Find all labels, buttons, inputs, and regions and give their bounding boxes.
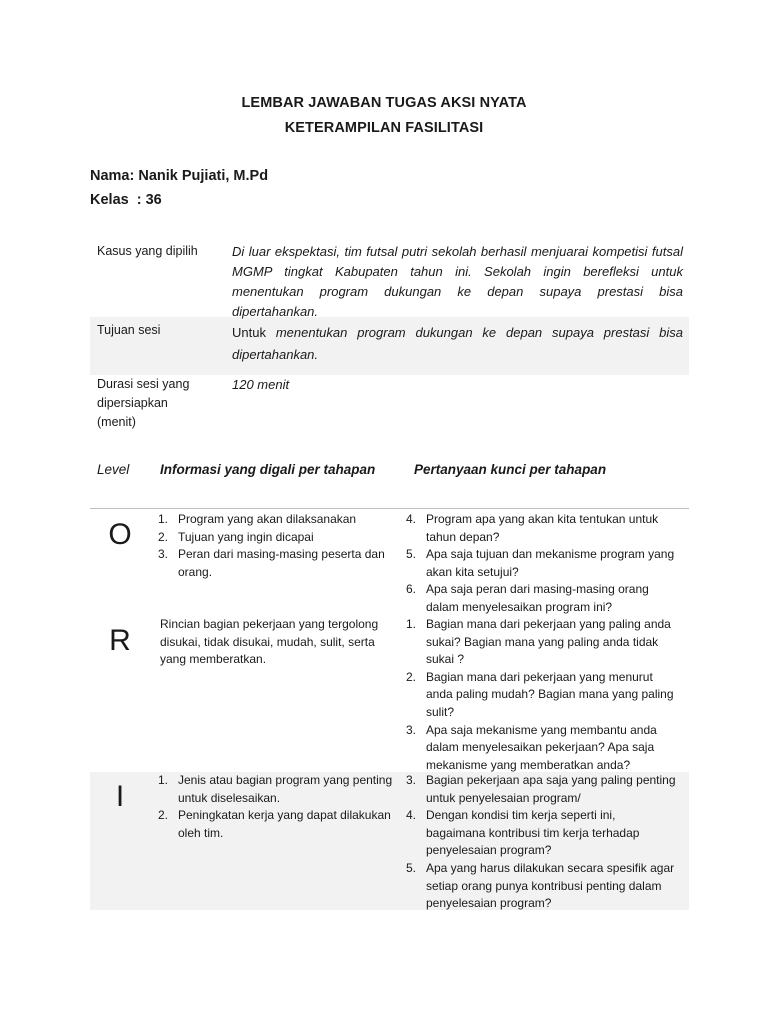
goal-value-first: Untuk xyxy=(232,325,266,340)
list-item-number: 1. xyxy=(158,512,169,526)
list-item xyxy=(158,546,398,581)
list-item-text: Program yang akan dilaksanakan xyxy=(178,512,357,526)
list-item xyxy=(406,860,678,913)
goal-label: Tujuan sesi xyxy=(97,323,161,337)
document-title: LEMBAR JAWABAN TUGAS AKSI NYATA xyxy=(241,95,527,111)
list-item-number: 5. xyxy=(406,547,417,562)
case-value: Di luar ekspektasi, tim futsal putri sekolah berhasil menjuarai kompetisi futsal MGMP tingkat Kabupaten tahun ini. Sekolah ingin berefleksi untuk menentukan program dukungan ke depan supaya prestasi bisa dipertahankan. xyxy=(232,244,683,319)
level-i-info-list xyxy=(158,772,396,842)
duration-label-line1: Durasi sesi yang xyxy=(97,377,190,391)
list-item xyxy=(158,529,398,547)
level-r-questions-list xyxy=(406,616,678,774)
duration-value: 120 menit xyxy=(232,377,290,392)
list-item xyxy=(406,722,678,775)
list-item xyxy=(406,772,678,807)
goal-value xyxy=(232,322,683,366)
list-item-text: Bagian mana dari pekerjaan yang menurut anda paling mudah? Bagian mana yang paling sulit? xyxy=(426,669,674,719)
header-questions: Pertanyaan kunci per tahapan xyxy=(414,462,607,477)
list-item-text: Peran dari masing-masing peserta dan orang. xyxy=(178,547,385,579)
document-subtitle: KETERAMPILAN FASILITASI xyxy=(284,120,484,136)
list-item xyxy=(406,669,678,722)
level-i-letter: I xyxy=(115,780,125,813)
list-item-number: 2. xyxy=(158,808,169,823)
list-item-text: Bagian mana dari pekerjaan yang paling anda sukai? Bagian mana yang paling anda tidak sukai ? xyxy=(426,617,671,667)
list-item-text: Bagian pekerjaan apa saja yang paling penting untuk penyelesaian program/ xyxy=(426,773,676,805)
duration-label-line3: (menit) xyxy=(97,415,136,429)
list-item-number: 1. xyxy=(158,773,169,787)
list-item xyxy=(406,616,678,669)
level-o-questions-list xyxy=(406,511,678,617)
list-item xyxy=(406,511,678,546)
list-item-number: 2. xyxy=(158,529,169,544)
list-item-number: 5. xyxy=(406,860,417,875)
list-item-text: Program apa yang akan kita tentukan untuk tahun depan? xyxy=(426,512,659,544)
level-i-questions-list xyxy=(406,772,678,913)
list-item xyxy=(406,581,678,616)
list-item-number: 3. xyxy=(406,722,417,737)
class-row xyxy=(90,192,162,208)
list-item-text: Apa yang harus dilakukan secara spesifik agar setiap orang punya kontribusi penting dalam penyelesaian program? xyxy=(426,860,675,911)
list-item-number: 4. xyxy=(406,808,417,823)
name-label: Nama xyxy=(90,168,130,184)
case-label: Kasus yang dipilih xyxy=(97,244,198,258)
list-item xyxy=(158,511,398,529)
list-item-text: Apa saja peran dari masing-masing orang dalam menyelesaikan program ini? xyxy=(426,582,649,614)
list-item-text: Jenis atau bagian program yang penting untuk diselesaikan. xyxy=(178,773,393,805)
header-level: Level xyxy=(97,462,130,477)
list-item xyxy=(158,772,396,807)
list-item-number: 2. xyxy=(406,669,417,684)
class-label: Kelas xyxy=(90,192,129,208)
list-item xyxy=(406,546,678,581)
class-value: : 36 xyxy=(136,192,162,208)
list-item-number: 3. xyxy=(158,547,169,562)
list-item xyxy=(406,807,678,860)
list-item xyxy=(158,807,396,842)
list-item-text: Apa saja mekanisme yang membantu anda dalam menyelesaikan pekerjaan? Apa saja mekanisme yang memberatkan anda? xyxy=(426,722,657,772)
list-item-text: Apa saja tujuan dan mekanisme program yang akan kita setujui? xyxy=(426,547,675,579)
list-item-number: 4. xyxy=(406,512,417,526)
level-o-info-list xyxy=(158,511,398,581)
name-value: : Nanik Pujiati, M.Pd xyxy=(129,168,269,184)
table-top-rule xyxy=(90,508,689,509)
duration-label-line2: dipersiapkan xyxy=(97,396,168,410)
list-item-text: Peningkatan kerja yang dapat dilakukan oleh tim. xyxy=(178,808,391,840)
header-info: Informasi yang digali per tahapan xyxy=(160,462,376,477)
name-row xyxy=(90,168,268,184)
list-item-number: 1. xyxy=(406,617,417,631)
list-item-number: 3. xyxy=(406,773,417,787)
list-item-text: Tujuan yang ingin dicapai xyxy=(178,529,314,544)
list-item-text: Dengan kondisi tim kerja seperti ini, bagaimana kontribusi tim kerja terhadap penyelesaian program? xyxy=(426,808,640,858)
level-o-letter: O xyxy=(108,518,132,551)
duration-label xyxy=(97,375,189,432)
level-r-letter: R xyxy=(109,624,131,657)
level-r-info-text: Rincian bagian pekerjaan yang tergolong disukai, tidak disukai, mudah, sulit, serta yang memberatkan. xyxy=(160,617,379,667)
list-item-number: 6. xyxy=(406,582,417,597)
goal-value-rest: menentukan program dukungan ke depan supaya prestasi bisa dipertahankan. xyxy=(232,325,683,362)
